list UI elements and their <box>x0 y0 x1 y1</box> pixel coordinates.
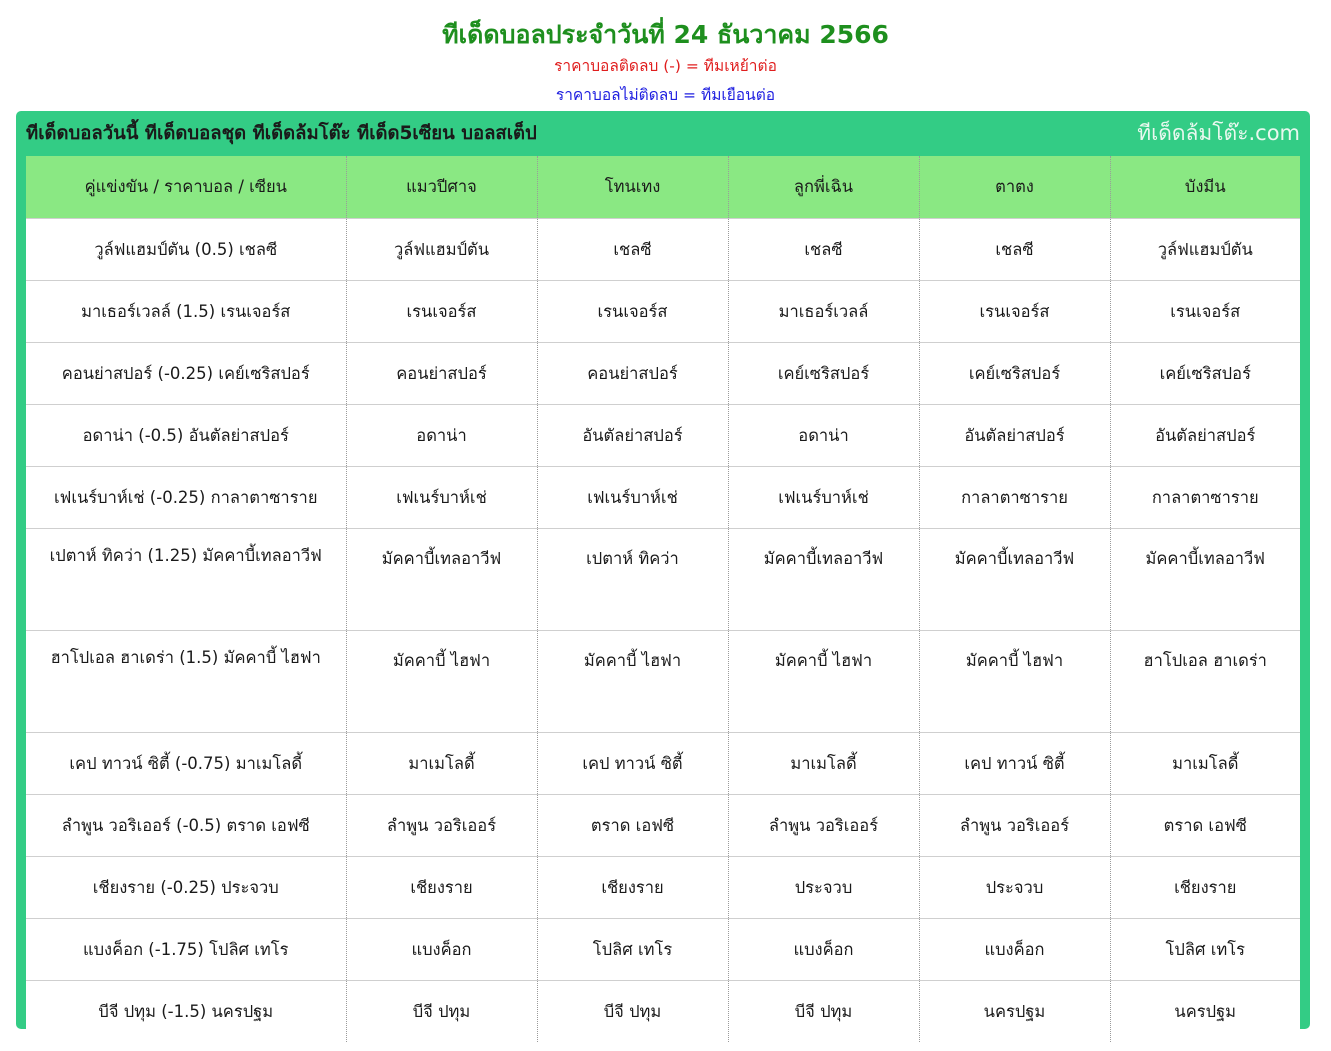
pick-cell: ลำพูน วอริเออร์ <box>728 795 919 857</box>
pick-cell: มัคคาบี้ ไฮฟา <box>919 631 1110 733</box>
pick-cell: เรนเจอร์ส <box>537 281 728 343</box>
pick-cell: บีจี ปทุม <box>346 981 537 1043</box>
site-brand: ทีเด็ดล้มโต๊ะ.com <box>1137 121 1300 145</box>
table-row <box>26 219 1300 281</box>
match-cell: ฮาโปเอล ฮาเดร่า (1.5) มัคคาบี้ ไฮฟา <box>26 631 346 733</box>
table-row <box>26 529 1300 631</box>
table-row <box>26 405 1300 467</box>
pick-cell: คอนย่าสปอร์ <box>346 343 537 405</box>
match-cell: บีจี ปทุม (-1.5) นครปฐม <box>26 981 346 1043</box>
pick-cell: มัคคาบี้ ไฮฟา <box>537 631 728 733</box>
match-cell: คอนย่าสปอร์ (-0.25) เคย์เซริสปอร์ <box>26 343 346 405</box>
page-header <box>0 0 1331 105</box>
pick-cell: มัคคาบี้เทลอาวีฟ <box>346 529 537 631</box>
pick-cell: แบงค็อก <box>728 919 919 981</box>
pick-cell: เฟเนร์บาห์เช่ <box>537 467 728 529</box>
match-cell: อดาน่า (-0.5) อันตัลย่าสปอร์ <box>26 405 346 467</box>
pick-cell: ตราด เอฟซี <box>537 795 728 857</box>
match-cell: แบงค็อก (-1.75) โปลิศ เทโร <box>26 919 346 981</box>
pick-cell: เชลซี <box>919 219 1110 281</box>
pick-cell: เคป ทาวน์ ซิตี้ <box>537 733 728 795</box>
pick-cell: เปตาห์ ทิคว่า <box>537 529 728 631</box>
pick-cell: เคย์เซริสปอร์ <box>728 343 919 405</box>
pick-cell: เรนเจอร์ส <box>919 281 1110 343</box>
pick-cell: บีจี ปทุม <box>728 981 919 1043</box>
pick-cell: มาเธอร์เวลล์ <box>728 281 919 343</box>
tips-table <box>26 156 1300 1042</box>
table-row <box>26 919 1300 981</box>
pick-cell: เฟเนร์บาห์เช่ <box>728 467 919 529</box>
table-row <box>26 467 1300 529</box>
table-row <box>26 343 1300 405</box>
pick-cell: เรนเจอร์ส <box>346 281 537 343</box>
column-header: บังมีน <box>1110 156 1300 219</box>
pick-cell: เชลซี <box>537 219 728 281</box>
column-header: แมวปีศาจ <box>346 156 537 219</box>
pick-cell: ประจวบ <box>919 857 1110 919</box>
pick-cell: ตราด เอฟซี <box>1110 795 1300 857</box>
pick-cell: วูล์ฟแฮมป์ตัน <box>1110 219 1300 281</box>
pick-cell: มาเมโลดี้ <box>346 733 537 795</box>
pick-cell: มาเมโลดี้ <box>728 733 919 795</box>
pick-cell: มัคคาบี้ ไฮฟา <box>728 631 919 733</box>
match-cell: เคป ทาวน์ ซิตี้ (-0.75) มาเมโลดี้ <box>26 733 346 795</box>
tips-box-header <box>26 111 1300 156</box>
pick-cell: เชียงราย <box>1110 857 1300 919</box>
pick-cell: แบงค็อก <box>346 919 537 981</box>
column-header: ตาตง <box>919 156 1110 219</box>
pick-cell: วูล์ฟแฮมป์ตัน <box>346 219 537 281</box>
match-cell: เฟเนร์บาห์เช่ (-0.25) กาลาตาซาราย <box>26 467 346 529</box>
pick-cell: โปลิศ เทโร <box>1110 919 1300 981</box>
negative-odds-note: ราคาบอลติดลบ (-) = ทีมเหย้าต่อ <box>554 57 777 75</box>
pick-cell: กาลาตาซาราย <box>1110 467 1300 529</box>
page-title: ทีเด็ดบอลประจำวันที่ 24 ธันวาคม 2566 <box>442 20 889 49</box>
pick-cell: เชียงราย <box>346 857 537 919</box>
pick-cell: คอนย่าสปอร์ <box>537 343 728 405</box>
pick-cell: อดาน่า <box>728 405 919 467</box>
pick-cell: ลำพูน วอริเออร์ <box>919 795 1110 857</box>
pick-cell: มัคคาบี้เทลอาวีฟ <box>1110 529 1300 631</box>
pick-cell: นครปฐม <box>919 981 1110 1043</box>
match-cell: เชียงราย (-0.25) ประจวบ <box>26 857 346 919</box>
pick-cell: ฮาโปเอล ฮาเดร่า <box>1110 631 1300 733</box>
table-row <box>26 281 1300 343</box>
pick-cell: กาลาตาซาราย <box>919 467 1110 529</box>
pick-cell: อดาน่า <box>346 405 537 467</box>
match-cell: ลำพูน วอริเออร์ (-0.5) ตราด เอฟซี <box>26 795 346 857</box>
match-cell: มาเธอร์เวลล์ (1.5) เรนเจอร์ส <box>26 281 346 343</box>
pick-cell: บีจี ปทุม <box>537 981 728 1043</box>
pick-cell: อันตัลย่าสปอร์ <box>1110 405 1300 467</box>
pick-cell: นครปฐม <box>1110 981 1300 1043</box>
pick-cell: มัคคาบี้เทลอาวีฟ <box>728 529 919 631</box>
match-cell: เปตาห์ ทิคว่า (1.25) มัคคาบี้เทลอาวีฟ <box>26 529 346 631</box>
pick-cell: มาเมโลดี้ <box>1110 733 1300 795</box>
pick-cell: เคย์เซริสปอร์ <box>1110 343 1300 405</box>
pick-cell: อันตัลย่าสปอร์ <box>537 405 728 467</box>
positive-odds-note: ราคาบอลไม่ติดลบ = ทีมเยือนต่อ <box>555 86 776 104</box>
pick-cell: เฟเนร์บาห์เช่ <box>346 467 537 529</box>
pick-cell: โปลิศ เทโร <box>537 919 728 981</box>
pick-cell: ประจวบ <box>728 857 919 919</box>
pick-cell: ลำพูน วอริเออร์ <box>346 795 537 857</box>
pick-cell: อันตัลย่าสปอร์ <box>919 405 1110 467</box>
tips-box-title: ทีเด็ดบอลวันนี้ ทีเด็ดบอลชุด ทีเด็ดล้มโต๊ะ ทีเด็ด5เซียน บอลสเต็ป <box>26 123 537 144</box>
pick-cell: เคย์เซริสปอร์ <box>919 343 1110 405</box>
column-header: คู่แข่งขัน / ราคาบอล / เซียน <box>26 156 346 219</box>
pick-cell: เชียงราย <box>537 857 728 919</box>
pick-cell: เรนเจอร์ส <box>1110 281 1300 343</box>
pick-cell: เชลซี <box>728 219 919 281</box>
table-header-row <box>26 156 1300 219</box>
table-row <box>26 795 1300 857</box>
table-row <box>26 857 1300 919</box>
table-row <box>26 733 1300 795</box>
column-header: โทนเทง <box>537 156 728 219</box>
pick-cell: เคป ทาวน์ ซิตี้ <box>919 733 1110 795</box>
pick-cell: แบงค็อก <box>919 919 1110 981</box>
column-header: ลูกพี่เฉิน <box>728 156 919 219</box>
match-cell: วูล์ฟแฮมป์ตัน (0.5) เชลซี <box>26 219 346 281</box>
table-row <box>26 631 1300 733</box>
pick-cell: มัคคาบี้ ไฮฟา <box>346 631 537 733</box>
table-row <box>26 981 1300 1043</box>
tips-box <box>16 111 1310 1029</box>
pick-cell: มัคคาบี้เทลอาวีฟ <box>919 529 1110 631</box>
